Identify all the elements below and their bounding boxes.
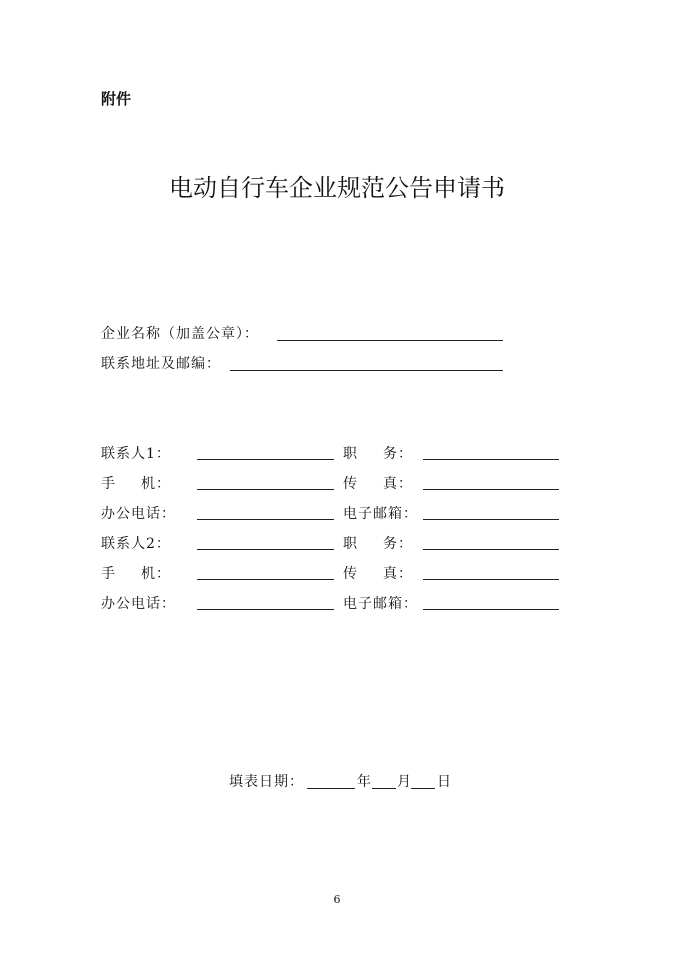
contact2-fax-label: 传 真： [343,566,413,582]
contact2-email-label: 电子邮箱： [343,596,418,612]
day-field[interactable] [411,788,435,789]
contact2-mobile-label: 手 机： [101,566,171,582]
day-label: 日 [437,774,452,790]
contact2-office-phone-field[interactable] [197,609,334,610]
contact2-person-label: 联系人2： [101,536,171,552]
contact2-position-field[interactable] [423,549,559,550]
contact1-mobile-field[interactable] [197,489,334,490]
contact1-mobile-label: 手 机： [101,476,171,492]
contact2-mobile-field[interactable] [197,579,334,580]
contact1-email-label: 电子邮箱： [343,506,418,522]
contact1-office-phone-field[interactable] [197,519,334,520]
contact1-person-label: 联系人1： [101,446,171,462]
contact1-fax-field[interactable] [423,489,559,490]
company-name-label: 企业名称（加盖公章）： [101,326,259,342]
page-title: 电动自行车企业规范公告申请书 [169,174,505,202]
year-label: 年 [357,774,372,790]
month-label: 月 [397,774,412,790]
contact2-position-label: 职 务： [343,536,413,552]
attachment-label: 附件 [101,90,132,108]
address-label: 联系地址及邮编： [101,356,221,372]
contact1-person-field[interactable] [197,459,334,460]
contact2-fax-field[interactable] [423,579,559,580]
contact2-email-field[interactable] [423,609,559,610]
fill-date-label: 填表日期： [229,774,304,790]
page-number: 6 [333,893,341,906]
contact2-person-field[interactable] [197,549,334,550]
company-name-field[interactable] [277,340,503,341]
contact1-position-label: 职 务： [343,446,413,462]
month-field[interactable] [372,788,396,789]
contact1-office-phone-label: 办公电话： [101,506,176,522]
contact1-fax-label: 传 真： [343,476,413,492]
contact2-office-phone-label: 办公电话： [101,596,176,612]
contact1-email-field[interactable] [423,519,559,520]
year-field[interactable] [307,788,355,789]
address-field[interactable] [230,370,503,371]
contact1-position-field[interactable] [423,459,559,460]
